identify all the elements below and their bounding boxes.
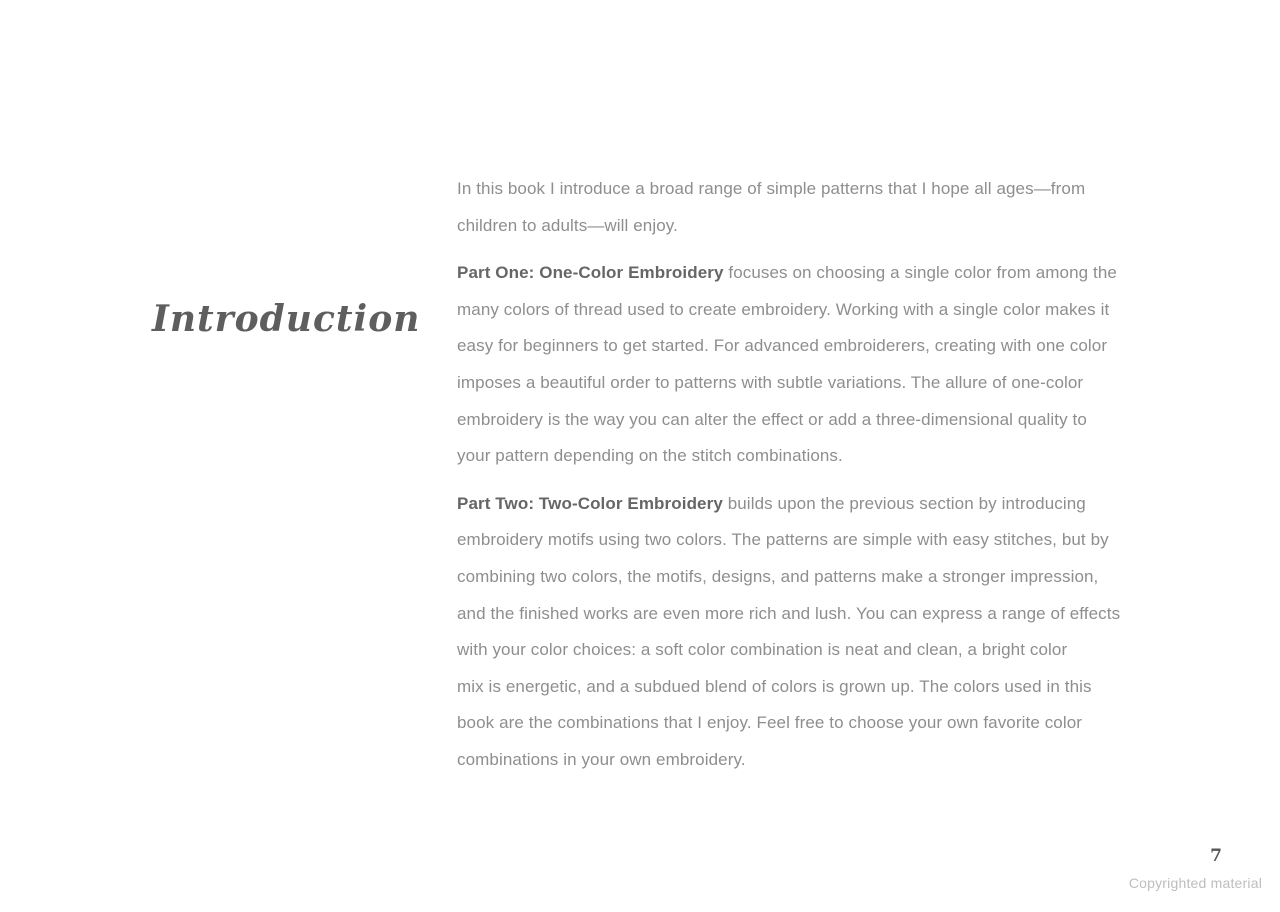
chapter-heading: Introduction: [152, 298, 421, 341]
body-text-column: [457, 171, 1177, 790]
text-line: combining two colors, the motifs, designs, and patterns make a stronger impression,: [457, 566, 1099, 586]
part-two-lead: Part Two: Two-Color Embroidery: [457, 493, 728, 513]
copyright-notice: Copyrighted material: [1128, 875, 1262, 891]
text-line: your pattern depending on the stitch combinations.: [457, 446, 843, 466]
text-line: embroidery is the way you can alter the effect or add a three-dimensional quality to: [457, 409, 1087, 429]
text-line: [457, 486, 1177, 523]
text-line: children to adults—will enjoy.: [457, 215, 678, 235]
part-two-paragraph: [457, 486, 1177, 779]
text-line: book are the combinations that I enjoy. Feel free to choose your own favorite color: [457, 713, 1083, 733]
text-line: [457, 255, 1177, 292]
part-one-lead: Part One: One-Color Embroidery: [457, 263, 729, 283]
text-line: mix is energetic, and a subdued blend of colors is grown up. The colors used in this: [457, 676, 1092, 696]
part-one-paragraph: [457, 255, 1177, 475]
page-number: 7: [1210, 846, 1222, 866]
text-line: In this book I introduce a broad range of simple patterns that I hope all ages—from: [457, 179, 1086, 198]
intro-paragraph: [457, 171, 1177, 244]
text-line: combinations in your own embroidery.: [457, 749, 746, 769]
text-line: many colors of thread used to create embroidery. Working with a single color makes it: [457, 299, 1110, 319]
text-line: embroidery motifs using two colors. The patterns are simple with easy stitches, but by: [457, 530, 1109, 550]
text-line: with your color choices: a soft color combination is neat and clean, a bright color: [457, 640, 1068, 660]
text-line: easy for beginners to get started. For advanced embroiderers, creating with one color: [457, 336, 1108, 356]
text-line-rest: builds upon the previous section by introducing: [727, 493, 1086, 513]
text-line-rest: focuses on choosing a single color from among the: [728, 263, 1117, 283]
text-line: imposes a beautiful order to patterns with subtle variations. The allure of one-color: [457, 372, 1084, 392]
text-line: and the finished works are even more rich and lush. You can express a range of effects: [457, 603, 1121, 623]
